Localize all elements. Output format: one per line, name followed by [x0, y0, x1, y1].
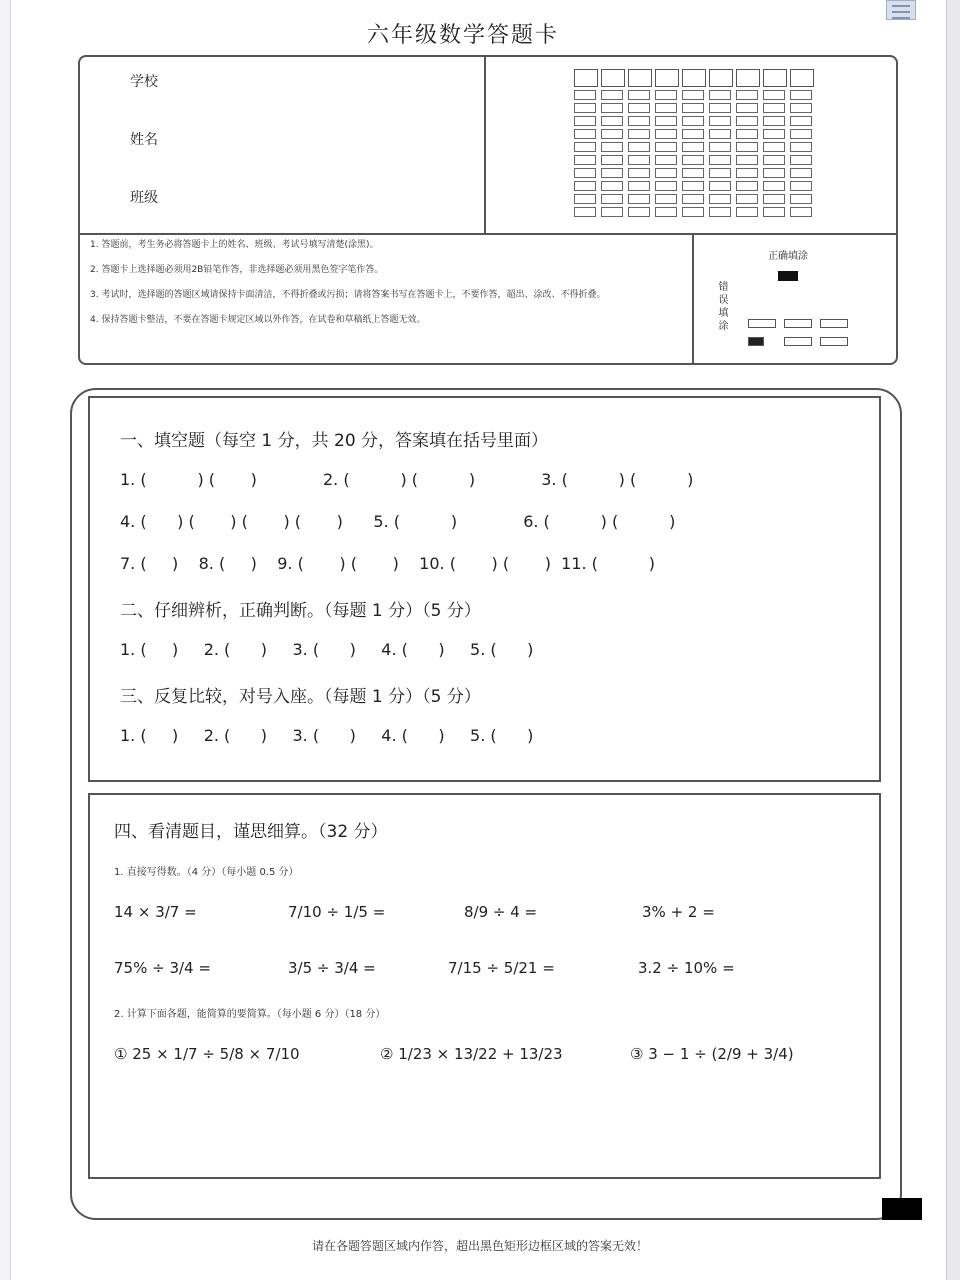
id-bubble[interactable]: [763, 90, 785, 100]
page-title: 六年级数学答题卡: [366, 23, 559, 48]
id-bubble[interactable]: [790, 168, 812, 178]
id-bubble[interactable]: [790, 142, 812, 152]
calc-item: 14 × 3/7 =: [114, 903, 197, 921]
id-bubble[interactable]: [790, 194, 812, 204]
id-bubble[interactable]: [601, 103, 623, 113]
id-bubble[interactable]: [601, 168, 623, 178]
section1-line[interactable]: 1. ( ) ( ) 2. ( ) ( ) 3. ( ) ( ): [120, 470, 694, 489]
id-bubble[interactable]: [790, 207, 812, 217]
id-bubble[interactable]: [601, 129, 623, 139]
id-bubble[interactable]: [736, 194, 758, 204]
calc-item: 7/10 ÷ 1/5 =: [288, 903, 386, 921]
id-bubble[interactable]: [709, 194, 731, 204]
id-bubble[interactable]: [574, 90, 596, 100]
id-bubble[interactable]: [709, 129, 731, 139]
id-bubble-row: [574, 103, 814, 115]
wrong-fill-example: [748, 337, 764, 346]
wrong-fill-label: 错误填涂: [716, 281, 727, 333]
id-bubble[interactable]: [655, 116, 677, 126]
id-bubble-row: [574, 181, 814, 193]
id-bubble-row: [574, 90, 814, 102]
calc-item: 8/9 ÷ 4 =: [464, 903, 538, 921]
id-digit-box[interactable]: [736, 69, 760, 87]
id-bubble[interactable]: [628, 90, 650, 100]
scrollbar[interactable]: [946, 0, 960, 1280]
wrong-fill-example: [820, 319, 848, 328]
calc-item: ② 1/23 × 13/22 + 13/23: [380, 1045, 563, 1063]
calc-item: ① 25 × 1/7 ÷ 5/8 × 7/10: [114, 1045, 300, 1063]
id-digit-box[interactable]: [628, 69, 652, 87]
id-bubble[interactable]: [601, 207, 623, 217]
id-bubble[interactable]: [682, 142, 704, 152]
id-bubble[interactable]: [574, 116, 596, 126]
wrong-fill-example: [784, 319, 812, 328]
section2-heading: 二、仔细辨析，正确判断。（每题 1 分）（5 分）: [120, 601, 481, 621]
id-bubble[interactable]: [763, 103, 785, 113]
instruction-item: 4. 保持答题卡整洁，不要在答题卡规定区域以外作答，在试卷和草稿纸上答题无效。: [90, 315, 426, 325]
id-bubble[interactable]: [763, 142, 785, 152]
id-bubble[interactable]: [682, 103, 704, 113]
section3-line[interactable]: 1. ( ) 2. ( ) 3. ( ) 4. ( ) 5. ( ): [120, 726, 534, 745]
id-bubble[interactable]: [601, 90, 623, 100]
id-digit-box[interactable]: [601, 69, 625, 87]
section4-sub2: 2. 计算下面各题，能简算的要简算。（每小题 6 分）（18 分）: [114, 1009, 386, 1020]
wrong-fill-example: [748, 319, 776, 328]
id-bubble[interactable]: [790, 103, 812, 113]
correct-fill-label: 正确填涂: [768, 251, 808, 262]
id-bubble[interactable]: [790, 116, 812, 126]
answer-section-1-3: [88, 396, 881, 782]
id-bubble[interactable]: [601, 181, 623, 191]
instruction-item: 3. 考试时，选择题的答题区域请保持卡面清洁，不得折叠或污损；请将答案书写在答题卡上，不要作答，超出、涂改、不得折叠。: [90, 290, 606, 300]
id-bubble-row: [574, 207, 814, 219]
id-digit-box-row: [574, 69, 814, 87]
id-bubble[interactable]: [574, 103, 596, 113]
id-bubble[interactable]: [655, 181, 677, 191]
id-bubble[interactable]: [763, 181, 785, 191]
id-bubble[interactable]: [601, 142, 623, 152]
id-bubble-row: [574, 142, 814, 154]
wrong-fill-example: [820, 337, 848, 346]
id-bubble[interactable]: [574, 129, 596, 139]
id-bubble[interactable]: [763, 116, 785, 126]
exam-number-grid: [484, 57, 896, 235]
id-bubble-row: [574, 168, 814, 180]
id-bubble[interactable]: [736, 103, 758, 113]
id-bubble[interactable]: [574, 181, 596, 191]
section1-heading: 一、填空题（每空 1 分，共 20 分，答案填在括号里面）: [120, 431, 549, 451]
answer-section-4: [88, 793, 881, 1179]
id-bubble[interactable]: [655, 103, 677, 113]
name-label: 姓名: [130, 132, 158, 148]
id-bubble[interactable]: [655, 142, 677, 152]
wrong-fill-example: [784, 337, 812, 346]
id-bubble[interactable]: [709, 155, 731, 165]
id-bubble[interactable]: [655, 90, 677, 100]
id-bubble[interactable]: [655, 194, 677, 204]
id-bubble[interactable]: [628, 155, 650, 165]
footer-note: 请在各题答题区域内作答，超出黑色矩形边框区域的答案无效！: [311, 1239, 648, 1253]
id-bubble[interactable]: [790, 181, 812, 191]
id-bubble[interactable]: [736, 207, 758, 217]
id-bubble[interactable]: [628, 194, 650, 204]
id-bubble[interactable]: [655, 168, 677, 178]
id-bubble[interactable]: [709, 116, 731, 126]
id-bubble-row: [574, 129, 814, 141]
id-bubble[interactable]: [601, 155, 623, 165]
id-bubble[interactable]: [628, 181, 650, 191]
class-label: 班级: [130, 190, 158, 206]
id-bubble[interactable]: [628, 207, 650, 217]
id-bubble[interactable]: [574, 142, 596, 152]
id-bubble[interactable]: [655, 207, 677, 217]
id-bubble-row: [574, 116, 814, 128]
page-left-edge: [0, 0, 11, 1280]
id-bubble[interactable]: [682, 116, 704, 126]
id-bubble[interactable]: [628, 116, 650, 126]
calc-item: ③ 3 − 1 ÷ (2/9 + 3/4): [630, 1045, 794, 1063]
id-digit-box[interactable]: [574, 69, 598, 87]
instruction-item: 2. 答题卡上选择题必须用2B铅笔作答，非选择题必须用黑色签字笔作答。: [90, 265, 384, 275]
id-bubble[interactable]: [736, 181, 758, 191]
id-bubble[interactable]: [682, 207, 704, 217]
alignment-marker: [882, 1198, 922, 1220]
id-bubble[interactable]: [763, 207, 785, 217]
calc-item: 3% + 2 =: [642, 903, 715, 921]
section1-line[interactable]: 7. ( ) 8. ( ) 9. ( ) ( ) 10. ( ) ( ) 11. ( ): [120, 554, 656, 573]
id-bubble[interactable]: [709, 103, 731, 113]
id-bubble[interactable]: [736, 168, 758, 178]
id-bubble[interactable]: [709, 207, 731, 217]
id-bubble[interactable]: [682, 155, 704, 165]
id-bubble-row: [574, 194, 814, 206]
id-bubble[interactable]: [682, 129, 704, 139]
id-bubble-row: [574, 155, 814, 167]
id-digit-box[interactable]: [790, 69, 814, 87]
calc-item: 75% ÷ 3/4 =: [114, 959, 211, 977]
id-bubble[interactable]: [709, 90, 731, 100]
id-bubble[interactable]: [709, 142, 731, 152]
id-bubble[interactable]: [574, 168, 596, 178]
id-bubble[interactable]: [574, 155, 596, 165]
id-bubble[interactable]: [628, 129, 650, 139]
document-icon[interactable]: [886, 0, 916, 20]
id-bubble[interactable]: [682, 181, 704, 191]
id-bubble[interactable]: [736, 116, 758, 126]
section3-heading: 三、反复比较，对号入座。（每题 1 分）（5 分）: [120, 687, 481, 707]
correct-fill-example: [778, 271, 798, 281]
id-bubble[interactable]: [709, 181, 731, 191]
calc-item: 7/15 ÷ 5/21 =: [448, 959, 555, 977]
id-bubble[interactable]: [763, 168, 785, 178]
fill-example: [692, 233, 896, 363]
id-bubble[interactable]: [655, 155, 677, 165]
instructions: [90, 239, 690, 339]
id-bubble[interactable]: [682, 90, 704, 100]
id-bubble[interactable]: [601, 194, 623, 204]
id-bubble[interactable]: [790, 129, 812, 139]
id-bubble[interactable]: [682, 194, 704, 204]
id-bubble[interactable]: [736, 129, 758, 139]
section4-heading: 四、看清题目，谨思细算。（32 分）: [114, 822, 388, 842]
id-bubble[interactable]: [790, 90, 812, 100]
id-bubble[interactable]: [763, 194, 785, 204]
school-label: 学校: [130, 74, 158, 90]
id-bubble-grid[interactable]: [574, 69, 814, 220]
id-bubble[interactable]: [736, 90, 758, 100]
id-bubble[interactable]: [736, 142, 758, 152]
id-bubble[interactable]: [763, 129, 785, 139]
id-bubble[interactable]: [763, 155, 785, 165]
calc-item: 3.2 ÷ 10% =: [638, 959, 735, 977]
id-digit-box[interactable]: [763, 69, 787, 87]
id-digit-box[interactable]: [682, 69, 706, 87]
id-bubble[interactable]: [736, 155, 758, 165]
id-digit-box[interactable]: [655, 69, 679, 87]
section1-line[interactable]: 4. ( ) ( ) ( ) ( ) 5. ( ) 6. ( ) ( ): [120, 512, 676, 531]
section4-sub1: 1. 直接写得数。（4 分）（每小题 0.5 分）: [114, 867, 299, 878]
id-bubble[interactable]: [655, 129, 677, 139]
id-bubble[interactable]: [601, 116, 623, 126]
id-bubble[interactable]: [709, 168, 731, 178]
student-fields: [80, 57, 486, 235]
id-bubble[interactable]: [574, 207, 596, 217]
section2-line[interactable]: 1. ( ) 2. ( ) 3. ( ) 4. ( ) 5. ( ): [120, 640, 534, 659]
student-info-box: [78, 55, 898, 365]
id-bubble[interactable]: [790, 155, 812, 165]
instruction-item: 1. 答题前，考生务必将答题卡上的姓名、班级、考试号填写清楚(涂黑)。: [90, 240, 379, 250]
id-bubble[interactable]: [682, 168, 704, 178]
calc-item: 3/5 ÷ 3/4 =: [288, 959, 376, 977]
id-bubble[interactable]: [574, 194, 596, 204]
id-digit-box[interactable]: [709, 69, 733, 87]
id-bubble[interactable]: [628, 168, 650, 178]
id-bubble[interactable]: [628, 142, 650, 152]
id-bubble[interactable]: [628, 103, 650, 113]
